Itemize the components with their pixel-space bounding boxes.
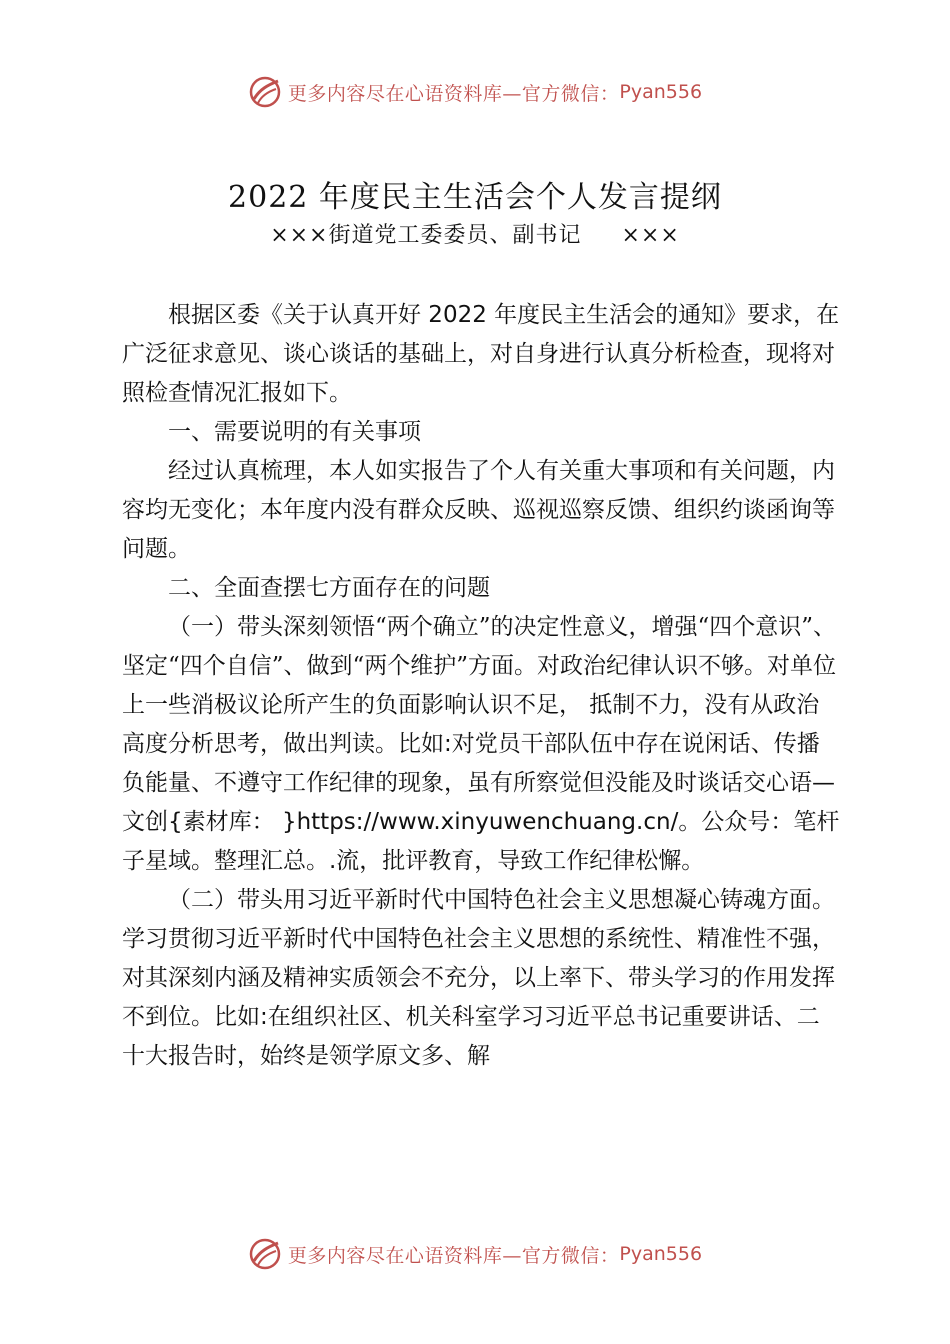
item-2-body: 学习贯彻习近平新时代中国特色社会主义思想的系统性、精准性不强，对其深刻内涵及精神实质领会不充分，以上率下、带头学习的作用发挥不到位。比如:在组织社区、机关科室学习习近平总书记重要讲话、二十大报告时，始终是领学原文多、解	[122, 926, 835, 1069]
section-heading-1: 一、需要说明的有关事项	[168, 419, 421, 445]
wechat-id: Pyan556	[619, 81, 703, 103]
footer-watermark	[0, 1232, 950, 1276]
paragraph-1: 经过认真梳理，本人如实报告了个人有关重大事项和有关问题，内容均无变化；本年度内没有群众反映、巡视巡察反馈、组织约谈函询等问题。	[122, 458, 835, 562]
watermark-text: 更多内容尽在心语资料库—官方微信：	[287, 1244, 620, 1267]
item-1-body: 对政治纪律认识不够。对单位上一些消极议论所产生的负面影响认识不足， 抵制不力，没有从政治高度分析思考，做出判读。比如:对党员干部队伍中存在说闲话、传播负能量、不遵守工作纪律的现象，虽有所察觉但没能及时谈话交心语—文创{素材库： }https://www.xinyuwenchuang.cn/。公众号：笔杆子星域。整理汇总。.流，批评教育，导致工作纪律松懈。	[122, 653, 840, 874]
logo-icon	[248, 75, 282, 109]
section-heading-2: 二、全面查摆七方面存在的问题	[168, 575, 490, 601]
page-title: 2022 年度民主生活会个人发言提纲	[228, 180, 722, 215]
item-2-lead: （二）带头用习近平新时代中国特色社会主义思想凝心铸魂方面。	[168, 887, 835, 913]
wechat-id: Pyan556	[619, 1243, 703, 1265]
item-2-paragraph	[122, 881, 842, 1076]
item-1-paragraph	[122, 608, 842, 881]
page-subtitle	[0, 218, 950, 249]
watermark-text: 更多内容尽在心语资料库—官方微信：	[287, 82, 620, 105]
intro-paragraph: 根据区委《关于认真开好 2022 年度民主生活会的通知》要求，在广泛征求意见、谈心谈话的基础上，对自身进行认真分析检查，现将对照检查情况汇报如下。	[122, 302, 840, 406]
logo-icon	[248, 1237, 282, 1271]
item-1-lead: （一）带头深刻领悟“两个确立”的决定性意义，增强“四个意识”、坚定“四个自信”、做到“两个维护”方面。	[122, 614, 837, 679]
header-watermark	[0, 70, 950, 114]
document-body	[122, 296, 842, 1076]
author-position: ×××街道党工委委员、副书记	[270, 223, 582, 248]
author-name: ×××	[621, 223, 680, 248]
